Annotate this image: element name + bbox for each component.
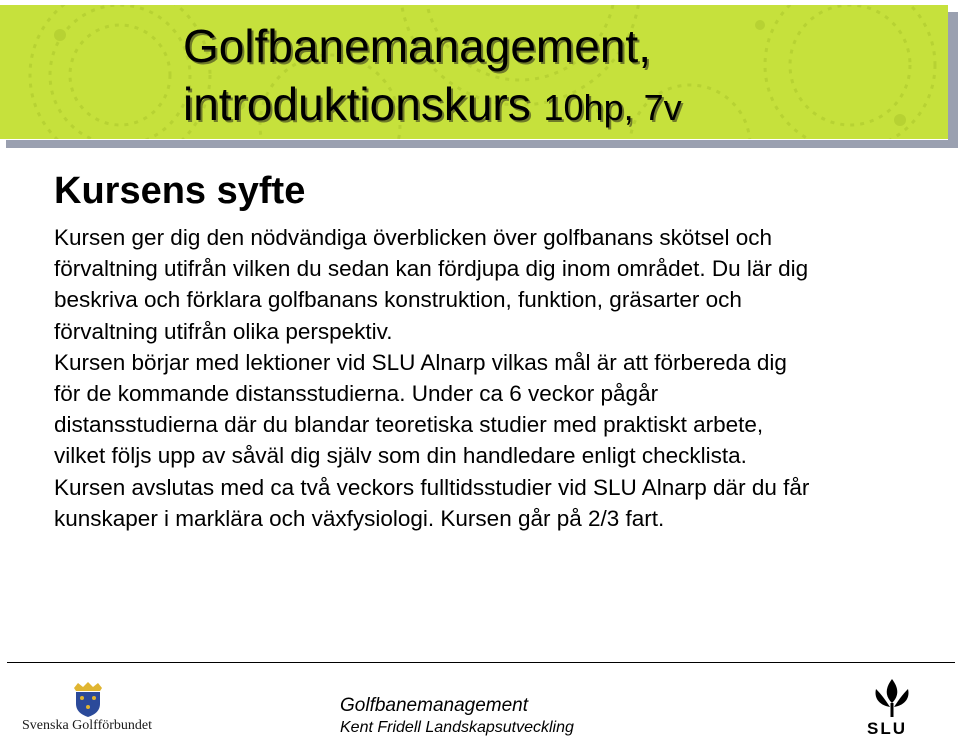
description-line: vilket följs upp av såväl dig själv som din handledare enligt checklista. — [54, 443, 747, 469]
description-line: förvaltning utifrån vilken du sedan kan fördjupa dig inom området. Du lär dig — [54, 256, 809, 282]
footer-author: Kent Fridell Landskapsutveckling — [340, 719, 574, 736]
description-line: kunskaper i marklära och växfysiologi. Kursen går på 2/3 fart. — [54, 505, 665, 531]
title-line-1: Golfbanemanagement, — [183, 20, 651, 72]
slu-wordmark: SLU — [867, 719, 907, 738]
course-description — [54, 222, 954, 534]
footer-caption — [340, 695, 574, 739]
svenska-golfforbundet-name: Svenska Golfförbundet — [22, 718, 152, 733]
title-line-2 — [183, 75, 923, 137]
title-banner-shadow-right — [948, 12, 958, 148]
svenska-golfforbundet-logo — [10, 680, 170, 738]
description-line: distansstudierna där du blandar teoretiska studier med praktiskt arbete, — [54, 412, 764, 438]
description-line: Kursen börjar med lektioner vid SLU Alnarp vilkas mål är att förbereda dig — [54, 349, 787, 375]
title-banner — [0, 5, 948, 139]
description-line: Kursen avslutas med ca två veckors fulltidsstudier vid SLU Alnarp där du får — [54, 474, 810, 500]
section-heading: Kursens syfte — [54, 170, 306, 212]
footer-divider — [7, 662, 955, 663]
description-line: förvaltning utifrån olika perspektiv. — [54, 318, 393, 344]
description-line: Kursen ger dig den nödvändiga överblicken över golfbanans skötsel och — [54, 225, 772, 250]
footer-title: Golfbanemanagement — [340, 695, 529, 716]
title-banner-shadow-bottom — [6, 140, 958, 148]
page-title — [183, 17, 923, 137]
slu-logo — [862, 675, 922, 737]
title-line-2-main: introduktionskurs — [183, 78, 544, 130]
crest-icon — [70, 680, 106, 718]
slu-emblem-icon — [862, 675, 922, 719]
description-line: för de kommande distansstudierna. Under ca 6 veckor pågår — [54, 381, 659, 407]
title-credits: 10hp, 7v — [543, 87, 682, 128]
description-line: beskriva och förklara golfbanans konstruktion, funktion, gräsarter och — [54, 287, 742, 313]
